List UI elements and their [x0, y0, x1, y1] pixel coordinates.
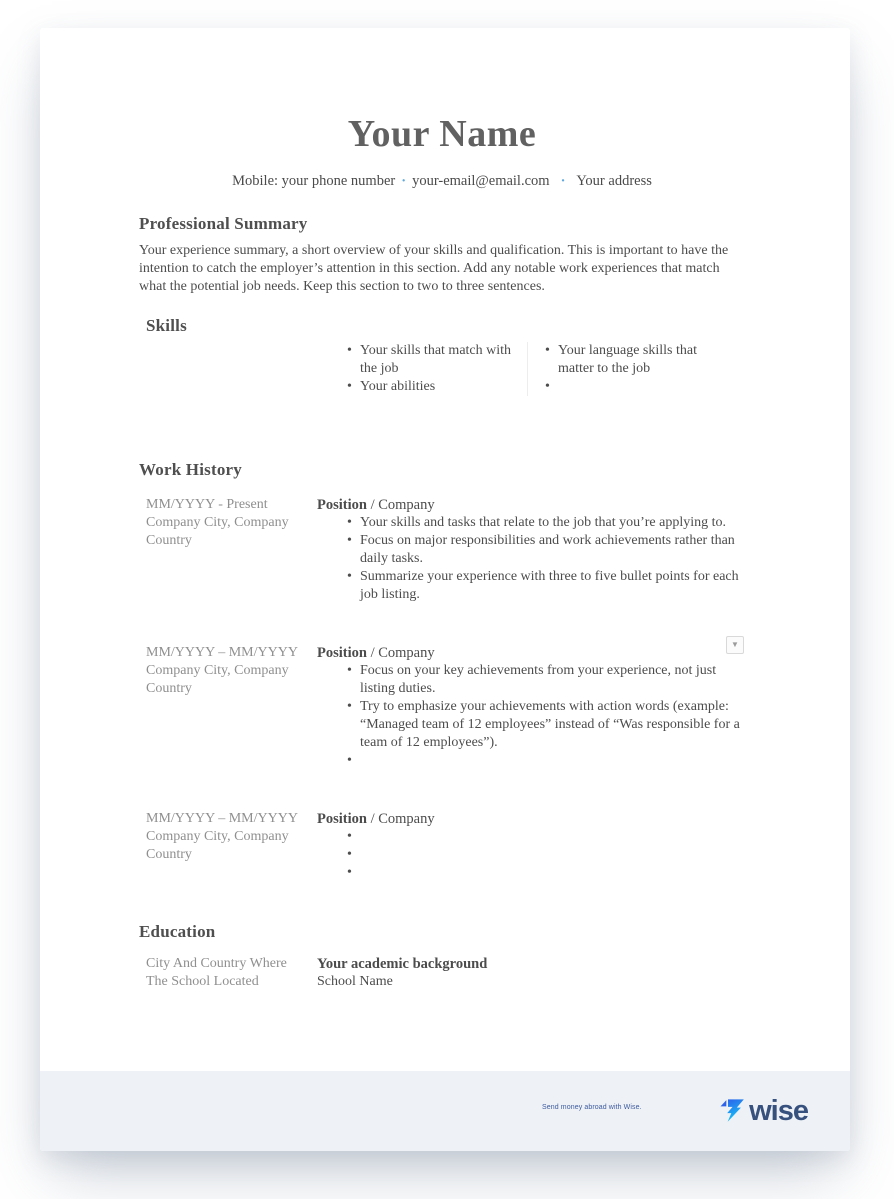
skills-column-2 [527, 342, 730, 396]
position-line [317, 644, 745, 662]
work-entry-1 [139, 496, 745, 604]
education-entry [139, 955, 745, 991]
section-heading-skills: Skills [146, 316, 187, 336]
resume-document [40, 28, 850, 1071]
work-entry-3 [139, 810, 745, 882]
work-bullet: • Summarize your experience with three to five bullet points for each job listing. [347, 568, 745, 604]
work-entry-details [317, 496, 745, 604]
section-heading-education: Education [139, 921, 216, 941]
position-line [317, 810, 745, 828]
education-school: School Name [317, 974, 393, 990]
skill-item [545, 378, 730, 396]
date-range: MM/YYYY - Present [146, 496, 268, 512]
wise-wordmark: wise [749, 1095, 808, 1127]
company-label: / Company [366, 644, 435, 661]
collapse-entry-button[interactable] [726, 636, 744, 654]
company-location: Company City, Company Country [146, 662, 289, 696]
chevron-down-icon: ▼ [731, 639, 739, 649]
work-bullet: • Your skills and tasks that relate to the job that you’re applying to. [347, 514, 745, 532]
wise-logo [718, 1096, 808, 1126]
company-location: Company City, Company Country [146, 514, 289, 548]
contact-email: your-email@email.com [412, 172, 550, 189]
work-entry-dates [139, 810, 317, 882]
contact-line [139, 173, 745, 190]
wise-flag-icon [718, 1096, 748, 1126]
work-entry-dates [139, 496, 317, 604]
contact-mobile: Mobile: your phone number [232, 172, 396, 189]
work-bullet [347, 752, 745, 770]
education-title: Your academic background [317, 956, 488, 973]
company-location: Company City, Company Country [146, 828, 289, 862]
company-label: / Company [366, 496, 435, 513]
section-heading-summary: Professional Summary [139, 213, 308, 233]
footer-tagline: Send money abroad with Wise. [542, 1104, 642, 1111]
work-entry-details [317, 810, 745, 882]
position-label: Position [317, 496, 367, 513]
work-bullet [347, 846, 745, 864]
work-bullet [347, 864, 745, 882]
work-bullet: • Focus on major responsibilities and work achievements rather than daily tasks. [347, 532, 745, 568]
work-entry-2 [139, 639, 745, 770]
date-range: MM/YYYY – MM/YYYY [146, 644, 298, 660]
education-details [317, 955, 745, 991]
education-location: City And Country Where The School Located [146, 956, 287, 990]
resume-name: Your Name [347, 113, 537, 155]
work-bullet: • Try to emphasize your achievements with action words (example: “Managed team of 12 employees” instead of “Was responsible for a team of 12 employees”). [347, 698, 745, 752]
position-label: Position [317, 644, 367, 661]
separator-dot-icon: · [401, 172, 407, 189]
work-bullet: • Focus on your key achievements from your experience, not just listing duties. [347, 662, 745, 698]
skills-columns [139, 342, 745, 396]
resume-page [40, 28, 850, 1151]
skill-item: • Your language skills that matter to the job [545, 342, 730, 378]
position-line [317, 496, 745, 514]
date-range: MM/YYYY – MM/YYYY [146, 810, 298, 826]
summary-paragraph: Your experience summary, a short overview of your skills and qualification. This is important to have the intention to catch the employer’s attention in this section. Add any notable work experiences that match what the potential job needs. Keep this section to two to three sentences. [139, 243, 729, 295]
section-heading-work-history: Work History [139, 460, 242, 480]
work-bullet [347, 828, 745, 846]
footer-band [40, 1071, 850, 1151]
position-label: Position [317, 810, 367, 827]
skill-item: • Your abilities [347, 378, 527, 396]
separator-dot-icon: · [560, 172, 566, 189]
contact-address: Your address [576, 172, 652, 189]
skill-item: • Your skills that match with the job [347, 342, 527, 378]
skills-column-1 [347, 342, 527, 396]
work-entry-details [317, 644, 745, 770]
company-label: / Company [366, 810, 435, 827]
work-entry-dates [139, 644, 317, 770]
